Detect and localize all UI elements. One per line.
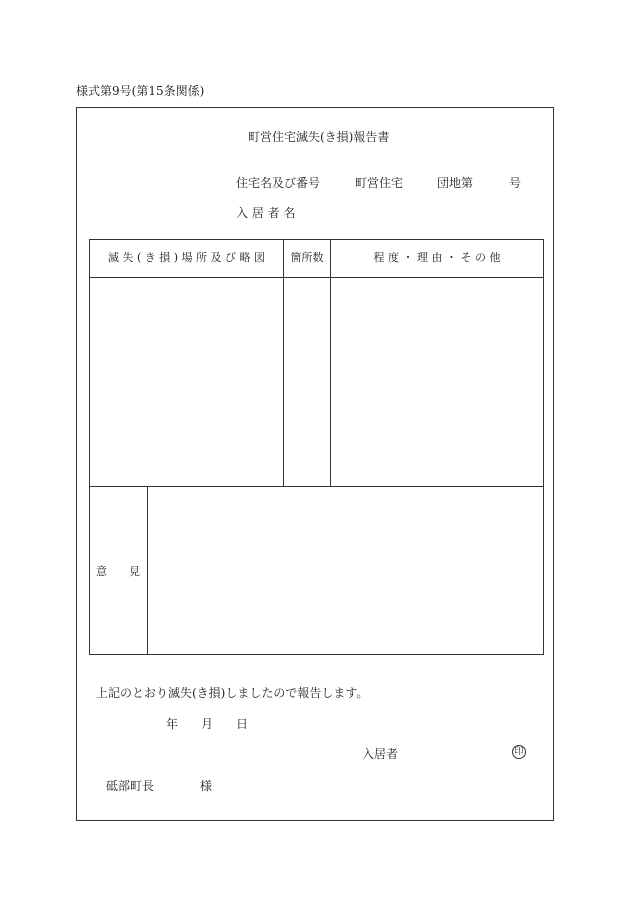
resident-signature-label: 入居者 <box>362 747 399 761</box>
seal-mark-icon: 印 <box>512 745 526 759</box>
header-divider <box>90 277 543 278</box>
date-day-label: 日 <box>236 717 249 731</box>
form-number: 様式第9号(第15条関係) <box>76 84 205 98</box>
form-title: 町営住宅滅失(き損)報告書 <box>248 130 390 144</box>
report-statement: 上記のとおり滅失(き損)しましたので報告します。 <box>96 686 369 700</box>
opinion-label-divider <box>147 486 148 654</box>
resident-name-label: 入 居 者 名 <box>236 206 296 220</box>
number-suffix: 号 <box>509 176 522 190</box>
date-year-label: 年 <box>166 717 179 731</box>
complex-label: 団地第 <box>437 176 474 190</box>
opinion-divider <box>90 486 543 487</box>
count-details-divider <box>330 240 331 486</box>
column-header-location: 滅 失 ( き 損 ) 場 所 及 び 略 図 <box>107 251 266 264</box>
damage-report-table <box>89 239 544 655</box>
date-month-label: 月 <box>201 717 214 731</box>
honorific-label: 様 <box>200 779 213 793</box>
addressee-label: 砥部町長 <box>106 779 155 793</box>
column-header-count: 箇所数 <box>290 251 324 264</box>
column-header-details: 程 度 ・ 理 由 ・ そ の 他 <box>373 251 501 264</box>
housing-name-label: 住宅名及び番号 <box>236 176 321 190</box>
town-housing-label: 町営住宅 <box>355 176 404 190</box>
location-count-divider <box>283 240 284 486</box>
opinion-label: 意 見 <box>96 565 140 578</box>
